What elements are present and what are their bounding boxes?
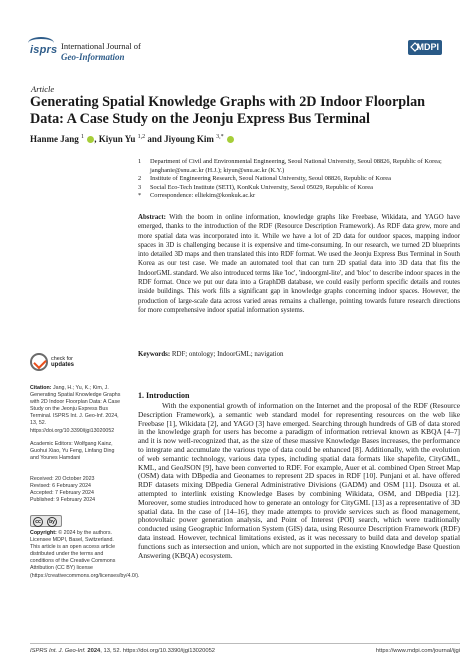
by-icon: by (47, 517, 57, 527)
copyright-text: © 2024 by the authors. Licensee MDPI, Basel, Switzerland. This article is an open access article distributed under the terms and conditions of the Creative Commons Attribution (CC BY) license (https://creativecommons.org/licenses/by/4.0/). (30, 530, 140, 579)
citation-label: Citation: (30, 385, 52, 391)
section-heading: 1. Introduction (138, 391, 190, 400)
isprs-logo-text: isprs (30, 44, 58, 56)
date-row: Received: 20 October 2023 (30, 476, 95, 482)
footer-year: 2024 (87, 648, 101, 654)
author-list: Hanme Jang $^1$ , Kiyun Yu $^{1,2}$ and Jiyoung Kim $^{3,*}$ (30, 134, 460, 144)
citation-block (30, 385, 122, 435)
article-type-label: Article (31, 84, 55, 94)
footer-journal: ISPRS Int. J. Geo-Inf. (30, 648, 86, 654)
author-name[interactable]: Kiyun Yu (98, 134, 136, 144)
date-row: Revised: 6 February 2024 (30, 483, 91, 490)
date-row: Accepted: 7 February 2024 (30, 490, 94, 497)
footer-divider (30, 643, 460, 644)
footer-journal-url[interactable]: https://www.mdpi.com/journal/ijgi (375, 648, 460, 654)
affiliation-item: 2 Institute of Engineering Research, Seoul National University, Seoul 08826, Republic of Korea (138, 175, 391, 182)
editors-label: Academic Editors: (30, 441, 73, 447)
date-row: Published: 9 February 2024 (30, 497, 96, 504)
affiliation-item: * Correspondence: elliekim@konkuk.ac.kr (138, 192, 256, 199)
citation-text: Jang, H.; Yu, K.; Kim, J. Generating Spatial Knowledge Graphs with 2D Indoor Floorplan Data: A Case Study on the Jeonju Express Bus Terminal. ISPRS Int. J. Geo-Inf. 2024, 13, 52. https://doi.org/10.3390/ijgi13020052 (30, 385, 121, 434)
abstract-label: Abstract: (138, 214, 166, 221)
affiliation-item: 3 Social Eco-Tech Institute (SETI), KonKuk University, Seoul 05029, Republic of Korea (138, 183, 373, 191)
publication-dates (30, 476, 122, 504)
keywords-label: Keywords: (138, 351, 171, 358)
mdpi-logo-icon (410, 42, 420, 52)
author-name[interactable]: Jiyoung Kim (164, 134, 214, 144)
isprs-logo (30, 44, 57, 56)
orcid-icon[interactable] (227, 136, 234, 143)
author-affiliation-ref: 1 (81, 134, 85, 140)
journal-name (61, 41, 141, 63)
isprs-logo-arc-icon (28, 37, 54, 49)
footer-doi[interactable]: , 13, 52. https://doi.org/10.3390/ijgi13020052 (100, 648, 216, 654)
copyright-block (30, 530, 140, 580)
author-affiliation-ref: 3,* (216, 134, 224, 140)
editors-text: Wolfgang Kainz, Guohui Xiao, Yu Feng, Linfang Ding and Younes Hamdani (30, 441, 115, 462)
author-affiliation-ref: 1,2 (137, 134, 146, 140)
academic-editors (30, 441, 122, 462)
abstract (138, 213, 460, 315)
author-name[interactable]: Hanme Jang (30, 134, 79, 144)
abstract-text: With the boom in online information, knowledge graphs like Freebase, Wikidata, and YAGO have emerged, thanks to the introduction of the RDF (Resource Description Framework). As RDF data grew, more and more spatial data was incorporated into it. While we have a lot of 2D data for outdoor spaces, mapping indoor spaces in 3D is challenging because it is expensive and time-consuming. In our research, we turned 2D blueprints into detailed 3D maps and then translated this into RDF format. We used the Jeonju Express Bus Terminal in South Korea as our test case. We made an automated tool that can turn 2D spatial data into 3D data that fits the IndoorGML standard. We also introduced terms like 'loc', 'indoorgml-lite', and 'bloc' to describe indoor spaces in the RDF format. Once we put our data into a GraphDB database, we could easily perform specific details and routes inside buildings. This work fills a significant gap in knowledge graphs concerning indoor spaces. However, the production of large-scale data across varied areas remains a challenge, pointing towards future research directions for more comprehensive indoor spatial information systems. (138, 214, 460, 314)
affiliation-list (138, 158, 468, 201)
cc-icon: cc (33, 517, 43, 527)
page-footer (30, 648, 460, 654)
paper-title: Generating Spatial Knowledge Graphs with 2D Indoor Floorplan Data: A Case Study on the Jeonju Express Bus Terminal (30, 94, 426, 127)
cc-by-license-badge[interactable] (30, 515, 62, 527)
orcid-icon[interactable] (87, 136, 94, 143)
keywords (138, 350, 460, 359)
journal-name-line2: Geo-Information (61, 52, 125, 62)
journal-name-line1: International Journal of (61, 41, 141, 51)
check-for-updates-badge[interactable]: check for updates (30, 353, 82, 377)
check-updates-icon (30, 353, 48, 371)
introduction-text: With the exponential growth of information on the Internet and the proposal of the RDF (Resource Description Framework), a semantic web standard model for representing resources on the web like Freebase [1], Wikidata [2], and YAGO [3] have emerged. Searching through hundreds of GB of data stored in the knowledge graph for users has become a paradigm of information retrieval known as KBQA [4–7] and it is now well-recognized that, as the size of these massive Knowledge Bases increases, the performance to integrate and accumulate the various type of data could be enhanced [8]. Additionally, with the evolution of web semantic technology, various data types, including spatial data formats like shapefile, CityGML, KML, and GeoJSON [9], have been converted to RDF. For example, Auer et al. combined Open Street Map (OSM) data with DBpedia and Geonames to represent 2D spaces in RDF [10]. Punjani et al. have offered RDF datasets mixing DBpedia General Administrative Divisions (GADM) and OSM [11]. Dsouza et al. attempted to interlink existing Knowledge Bases by combining Wikidata, OSM, and DBpedia [12]. Moreover, some studies introduced how to generate an ontology for CityGML [13] as a representative of 3D spatial data. In the case of [14–16], they made attempts to provide services such as flood management, photovoltaic power generation analysis, and Point of Interest (POI) search, which were traditionally conducted using Geographic Information System (GIS) data, using Resource Description Framework (RDF) data instead. However, technical limitations existed, as it was necessary to build data and develop spatial functions such as intersection and union, which are not supported in the existing Knowledge Base Question Answering (KBQA) ecosystem. (138, 401, 460, 560)
copyright-label: Copyright: (30, 530, 57, 536)
keywords-text: RDF; ontology; IndoorGML; navigation (171, 351, 284, 358)
mdpi-logo-text: MDPI (416, 42, 439, 52)
mdpi-logo[interactable] (408, 40, 442, 55)
affiliation-item: 1 Department of Civil and Environmental Engineering, Seoul National University, Seoul 08826, Republic of Korea; janghanie@snu.ac.kr (H.J.); kiyun@snu.ac.kr (K.Y.) (138, 158, 442, 174)
